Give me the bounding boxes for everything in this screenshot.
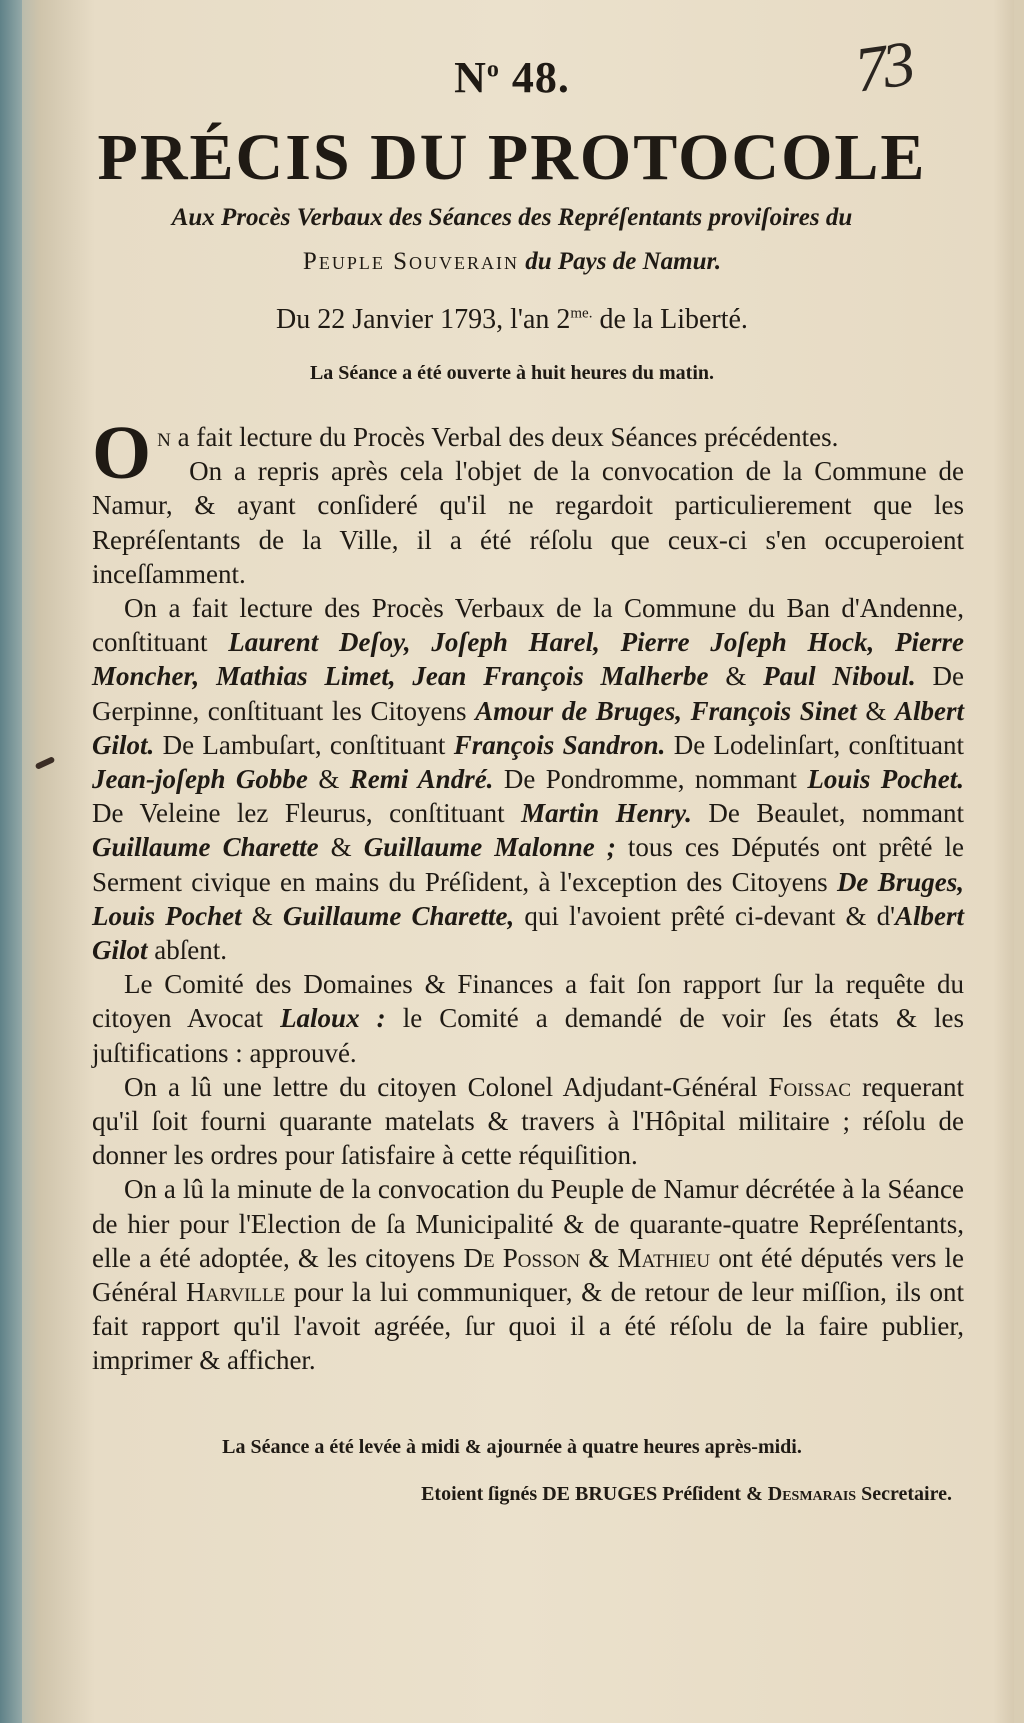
text-run: tous ces Députés ont prêté le Serment civique en mains du Préſident, à l'exception des Citoyens xyxy=(92,832,965,897)
text-run: De Lodelinſart, conſtituant xyxy=(673,729,965,760)
dropcap-continuation: n xyxy=(157,422,171,452)
text-run: ont été députés vers le Général xyxy=(92,1242,965,1308)
person-name: Louis Pochet. xyxy=(807,764,965,795)
text-run: On a lû la minute de la convocation du Peuple de Namur décrétée à la Séance de hier pour l'Election de ſa Municipalité & de quarante-quatre Repréſentants, elle a été adoptée, & les citoyens xyxy=(92,1174,964,1273)
person-name: Jean-joſeph Gobbe xyxy=(92,764,308,795)
person-name: Guillaume Charette xyxy=(92,832,319,863)
officer-name: Mathieu xyxy=(617,1242,711,1273)
text-run: Le Comité des Domaines & Finances a fait ſon rapport ſur la requête du citoyen Avocat xyxy=(92,969,964,1034)
person-name: Paul Niboul. xyxy=(763,661,916,692)
person-name: Laloux : xyxy=(280,1003,386,1034)
officer-name: De Posson xyxy=(463,1242,581,1273)
person-name: Remi André. xyxy=(349,764,494,795)
person-name: Albert Gilot. xyxy=(92,695,964,760)
paragraph-4 xyxy=(92,967,964,1070)
paragraph-3 xyxy=(92,591,964,967)
text-run: & xyxy=(865,695,887,726)
paragraph-1-text: a fait lecture du Procès Verbal des deux Séances précédentes. xyxy=(177,422,839,452)
text-run: On a lû une lettre du citoyen Colonel Adjudant-Général xyxy=(124,1071,758,1102)
handwritten-folio: 73 xyxy=(850,27,916,106)
drop-cap: O xyxy=(92,411,152,495)
text-run: De Gerpinne, conſtituant les Citoyens xyxy=(92,661,965,726)
date-prefix: Du 22 Janvier 1793, l'an 2 xyxy=(276,304,571,335)
session-date xyxy=(0,304,1024,336)
date-suffix: de la Liberté. xyxy=(599,304,748,335)
paragraph-1 xyxy=(92,411,964,495)
officer-name: Harville xyxy=(186,1277,286,1308)
person-name: Albert Gilot xyxy=(92,900,965,966)
person-name: Guillaume Charette, xyxy=(282,900,515,931)
secretary-name: Desmarais xyxy=(767,1483,857,1505)
text-run: & xyxy=(725,661,747,692)
officer-name: Foissac xyxy=(768,1071,852,1102)
subtitle-italic: du Pays de Namur. xyxy=(525,248,722,275)
text-run: le Comité a demandé de voir ſes états & les juſtifications : approuvé. xyxy=(92,1003,965,1068)
text-run: De Lambuſart, conſtituant xyxy=(162,729,446,760)
paragraph-2: On a repris après cela l'objet de la convocation de la Commune de Namur, & ayant conſideré qu'il ne regardoit particulierement que les Repréſentants de la Ville, il a été réſolu que ceux-ci s'en occuperoient inceſſamment. xyxy=(92,456,964,589)
signature-prefix: Etoient ſignés DE BRUGES Préſident & xyxy=(421,1483,763,1505)
paragraph-6 xyxy=(92,1172,964,1377)
person-name: De Bruges, Louis Pochet xyxy=(92,866,964,931)
subtitle-line-1: Aux Procès Verbaux des Séances des Repréſentants proviſoires du xyxy=(171,204,853,231)
text-run: pour la lui communiquer, & de retour de leur miſſion, ils ont fait rapport qu'il l'avoit agréée, ſur quoi il a été réſolu de la faire publier, imprimer & afficher. xyxy=(92,1277,965,1376)
ink-mark xyxy=(35,756,56,770)
date-superscript: me. xyxy=(570,305,593,322)
text-run: requerant qu'il ſoit fourni quarante matelats & travers à l'Hôpital militaire ; réſolu de donner les ordres pour ſatisfaire à cette réquiſition. xyxy=(92,1071,965,1171)
text-run: & xyxy=(318,764,340,795)
number-suffix: o xyxy=(486,56,500,83)
text-run: De Beaulet, nommant xyxy=(708,798,965,829)
person-name: Amour de Bruges, François Sinet xyxy=(475,695,857,726)
paragraph-5 xyxy=(92,1070,964,1173)
subtitle-smallcaps: Peuple Souverain xyxy=(302,248,519,275)
text-run: On a fait lecture des Procès Verbaux de la Commune du Ban d'Andenne, conſtituant xyxy=(92,593,964,658)
person-name: Laurent Deſoy, Joſeph Harel, Pierre Joſeph Hock, Pierre Moncher, Mathias Limet, Jean François Malherbe xyxy=(92,627,964,692)
number-prefix: N xyxy=(454,53,487,102)
page-title: PRÉCIS DU PROTOCOLE xyxy=(97,121,927,194)
text-run: qui l'avoient prêté ci-devant & d' xyxy=(524,900,895,931)
document-body xyxy=(92,411,965,1378)
subtitle-line-2 xyxy=(0,248,1024,276)
text-run: & xyxy=(330,832,352,863)
signature-line xyxy=(421,1483,952,1506)
opening-line: La Séance a été ouverte à huit heures du matin. xyxy=(309,362,715,384)
signature-suffix: Secretaire. xyxy=(861,1483,952,1505)
person-name: Guillaume Malonne ; xyxy=(363,832,616,863)
text-run: De Pondromme, nommant xyxy=(503,764,797,795)
closing-line: La Séance a été levée à midi & ajournée à quatre heures après-midi. xyxy=(222,1436,802,1458)
person-name: François Sandron. xyxy=(453,729,666,760)
text-run: & xyxy=(251,900,273,931)
number-value: 48. xyxy=(511,53,570,102)
text-run: abſent. xyxy=(154,935,227,966)
text-run: De Veleine lez Fleurus, conſtituant xyxy=(92,798,505,829)
person-name: Martin Henry. xyxy=(521,798,692,829)
text-run: & xyxy=(588,1242,610,1273)
